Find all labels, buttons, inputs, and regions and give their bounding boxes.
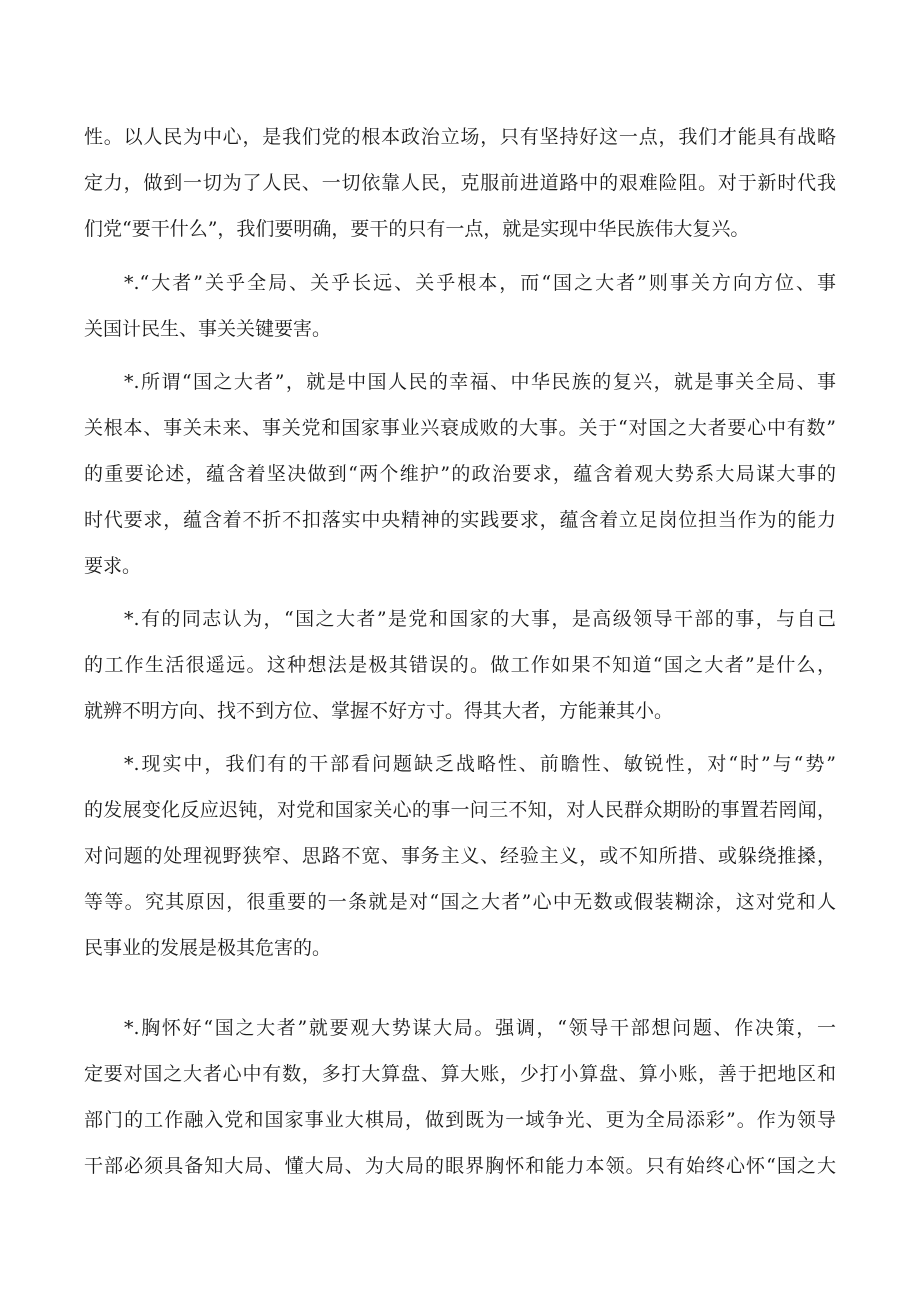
paragraph-6-line-4: 干部必须具备知大局、懂大局、为大局的眼界胸怀和能力本领。只有始终心怀“国之大 bbox=[84, 1155, 836, 1177]
paragraph-5-line-4: 等等。究其原因，很重要的一条就是对“国之大者”心中无数或假装糊涂，这对党和人 bbox=[84, 891, 836, 913]
paragraph-1-line-1: 性。以人民为中心，是我们党的根本政治立场，只有坚持好这一点，我们才能具有战略 bbox=[84, 126, 836, 148]
paragraph-6-line-2: 定要对国之大者心中有数，多打大算盘、算大账，少打小算盘、算小账，善于把地区和 bbox=[84, 1063, 836, 1085]
paragraph-1-line-3: 们党“要干什么”，我们要明确，要干的只有一点，就是实现中华民族伟大复兴。 bbox=[84, 218, 750, 240]
paragraph-3-line-3: 的重要论述，蕴含着坚决做到“两个维护”的政治要求，蕴含着观大势系大局谋大事的 bbox=[84, 463, 836, 485]
paragraph-2-line-1: *.“大者”关乎全局、关乎长远、关乎根本，而“国之大者”则事关方向方位、事 bbox=[124, 272, 836, 294]
paragraph-4-line-3: 就辨不明方向、找不到方位、掌握不好方寸。得其大者，方能兼其小。 bbox=[84, 700, 674, 722]
paragraph-4-line-2: 的工作生活很遥远。这种想法是极其错误的。做工作如果不知道“国之大者”是什么， bbox=[84, 654, 836, 676]
paragraph-5-line-1: *.现实中，我们有的干部看问题缺乏战略性、前瞻性、敏锐性，对“时”与“势” bbox=[124, 753, 836, 775]
paragraph-6-line-1: *.胸怀好“国之大者”就要观大势谋大局。强调，“领导干部想问题、作决策，一 bbox=[124, 1017, 836, 1039]
paragraph-4-line-1: *.有的同志认为，“国之大者”是党和国家的大事，是高级领导干部的事，与自己 bbox=[124, 608, 836, 630]
paragraph-6-line-3: 部门的工作融入党和国家事业大棋局，做到既为一域争光、更为全局添彩”。作为领导 bbox=[84, 1109, 836, 1131]
paragraph-3-line-4: 时代要求，蕴含着不折不扣落实中央精神的实践要求，蕴含着立足岗位担当作为的能力 bbox=[84, 509, 836, 531]
paragraph-1-line-2: 定力，做到一切为了人民、一切依靠人民，克服前进道路中的艰难险阻。对于新时代我 bbox=[84, 172, 836, 194]
paragraph-2-line-2: 关国计民生、事关关键要害。 bbox=[84, 318, 332, 340]
paragraph-3-line-2: 关根本、事关未来、事关党和国家事业兴衰成败的大事。关于“对国之大者要心中有数” bbox=[84, 417, 836, 439]
paragraph-5-line-3: 对问题的处理视野狭窄、思路不宽、事务主义、经验主义，或不知所措、或躲绕推搡， bbox=[84, 845, 836, 867]
paragraph-5-line-2: 的发展变化反应迟钝，对党和国家关心的事一问三不知，对人民群众期盼的事置若罔闻， bbox=[84, 799, 836, 821]
paragraph-5-line-5: 民事业的发展是极其危害的。 bbox=[84, 937, 332, 959]
paragraph-3-line-5: 要求。 bbox=[84, 555, 142, 577]
paragraph-3-line-1: *.所谓“国之大者”，就是中国人民的幸福、中华民族的复兴，就是事关全局、事 bbox=[124, 371, 836, 393]
